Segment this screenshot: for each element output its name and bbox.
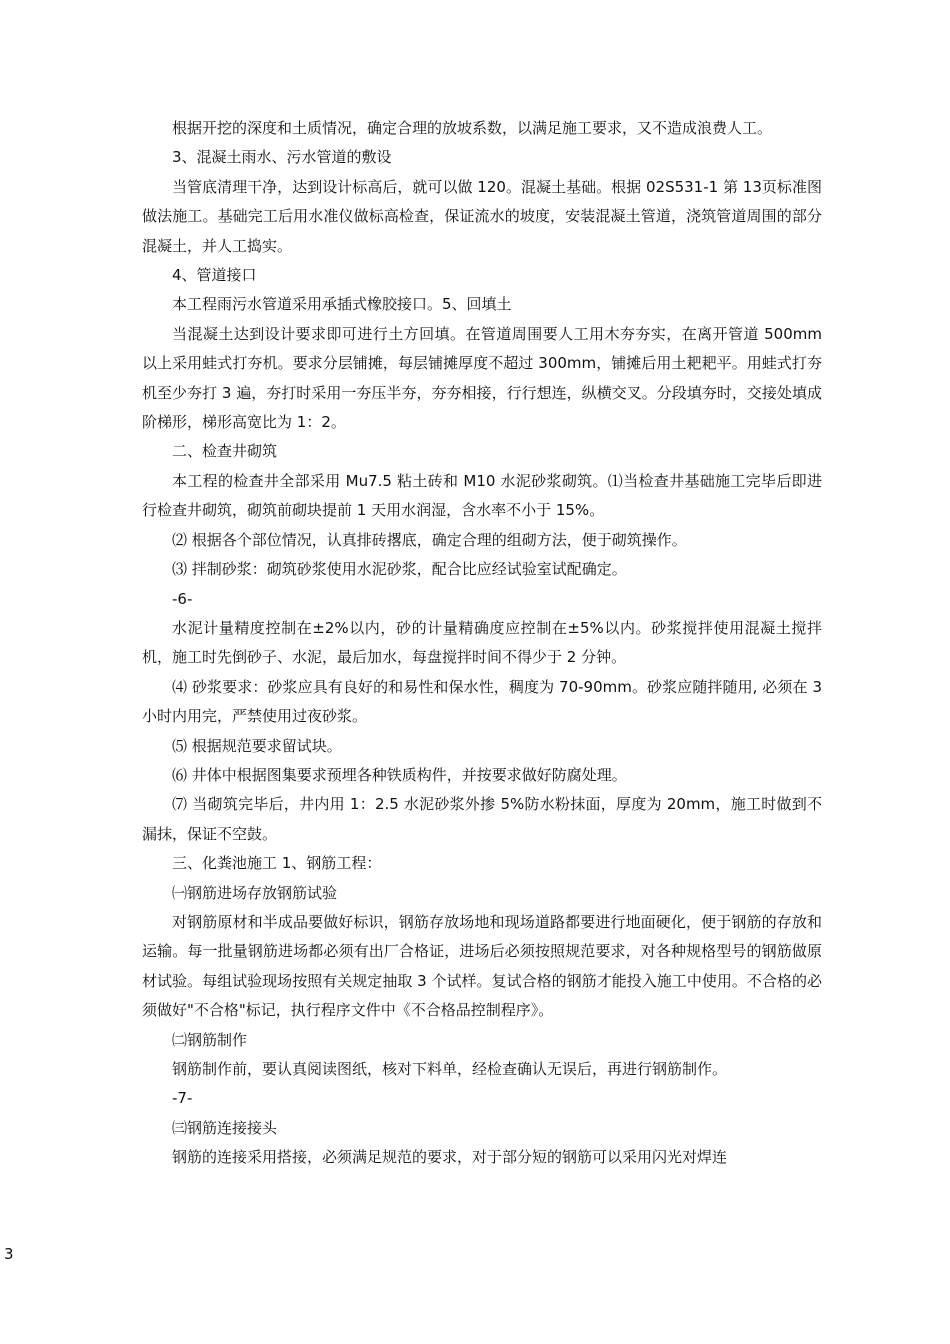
paragraph-rebar-testing: 对钢筋原材和半成品要做好标识，钢筋存放场地和现场道路都要进行地面硬化，便于钢筋的存放和运输。每一批量钢筋进场都必须有出厂合格证，进场后必须按照规范要求，对各种规格型号的钢筋做原材试验。每组试验现场按照有关规定抽取 3 个试样。复试合格的钢筋才能投入施工中使用。不合格的必须做好"不合格"标记，执行程序文件中《不合格品控制程序》。 <box>142 912 822 1020</box>
heading-pipe-joint: 4、管道接口 <box>172 266 257 285</box>
paragraph-mortar-requirements: ⑷ 砂浆要求：砂浆应具有良好的和易性和保水性，稠度为 70-90mm。砂浆应随拌随用, 必须在 3 小时内用完，严禁使用过夜砂浆。 <box>142 677 822 726</box>
heading-pipe-laying: 3、混凝土雨水、污水管道的敷设 <box>172 148 392 167</box>
paragraph-backfill-tamping: 当混凝土达到设计要求即可进行土方回填。在管道周围要人工用木夯夯实，在离开管道 500mm 以上采用蛙式打夯机。要求分层铺摊，每层铺摊厚度不超过 300mm，铺摊后用土耙耙平。用蛙式打夯机至少夯打 3 遍，夯打时采用一夯压半夯，夯夯相接，行行想连，纵横交叉。分段填夯时，交接处填成阶梯形，梯形高宽比为 1：2。 <box>142 324 822 432</box>
document-body <box>142 114 822 1173</box>
paragraph-test-blocks: ⑸ 根据规范要求留试块。 <box>172 736 342 755</box>
paragraph-slope-coefficient: 根据开挖的深度和土质情况，确定合理的放坡系数，以满足施工要求，又不造成浪费人工。 <box>172 119 773 137</box>
paragraph-rubber-joint-backfill: 本工程雨污水管道采用承插式橡胶接口。5、回填土 <box>172 295 512 314</box>
page-marker-6: -6- <box>172 589 193 608</box>
paragraph-plastering: ⑺ 当砌筑完毕后，井内用 1：2.5 水泥砂浆外掺 5%防水粉抹面，厚度为 20mm，施工时做到不漏抹，保证不空鼓。 <box>142 795 822 843</box>
heading-inspection-well: 二、检查井砌筑 <box>172 442 278 461</box>
heading-septic-tank: 三、化粪池施工 1、钢筋工程： <box>172 854 382 873</box>
subheading-rebar-joints: ㈢钢筋连接接头 <box>172 1118 278 1137</box>
page-marker-7: -7- <box>172 1089 193 1108</box>
paragraph-rebar-fabrication: 钢筋制作前，要认真阅读图纸，核对下料单，经检查确认无误后，再进行钢筋制作。 <box>172 1060 728 1078</box>
page-number: 3 <box>4 1245 14 1263</box>
subheading-rebar-fabrication: ㈡钢筋制作 <box>172 1030 248 1049</box>
paragraph-embedded-parts: ⑹ 井体中根据图集要求预埋各种铁质构件，并按要求做好防腐处理。 <box>172 765 627 784</box>
paragraph-cement-accuracy: 水泥计量精度控制在±2%以内，砂的计量精确度应控制在±5%以内。砂浆搅拌使用混凝土搅拌机，施工时先倒砂子、水泥，最后加水，每盘搅拌时间不得少于 2 分钟。 <box>142 618 822 667</box>
paragraph-brick-masonry: 本工程的检查井全部采用 Mu7.5 粘土砖和 M10 水泥砂浆砌筑。⑴当检查井基础施工完毕后即进行检查井砌筑，砌筑前砌块提前 1 天用水润湿，含水率不小于 15%。 <box>142 471 822 520</box>
paragraph-rebar-lap: 钢筋的连接采用搭接，必须满足规范的要求，对于部分短的钢筋可以采用闪光对焊连 <box>172 1148 728 1167</box>
paragraph-mortar-mixing: ⑶ 拌制砂浆：砌筑砂浆使用水泥砂浆，配合比应经试验室试配确定。 <box>172 560 627 579</box>
paragraph-pipe-foundation: 当管底清理干净，达到设计标高后，就可以做 120。混凝土基础。根据 02S531-1 第 13页标准图做法施工。基础完工后用水准仪做标高检查，保证流水的坡度，安装混凝土管道，浇筑管道周围的部分混凝土，并人工捣实。 <box>142 177 822 255</box>
paragraph-brick-layout: ⑵ 根据各个部位情况，认真排砖撂底，确定合理的组砌方法，便于砌筑操作。 <box>172 530 687 549</box>
subheading-rebar-storage: ㈠钢筋进场存放钢筋试验 <box>172 883 338 902</box>
